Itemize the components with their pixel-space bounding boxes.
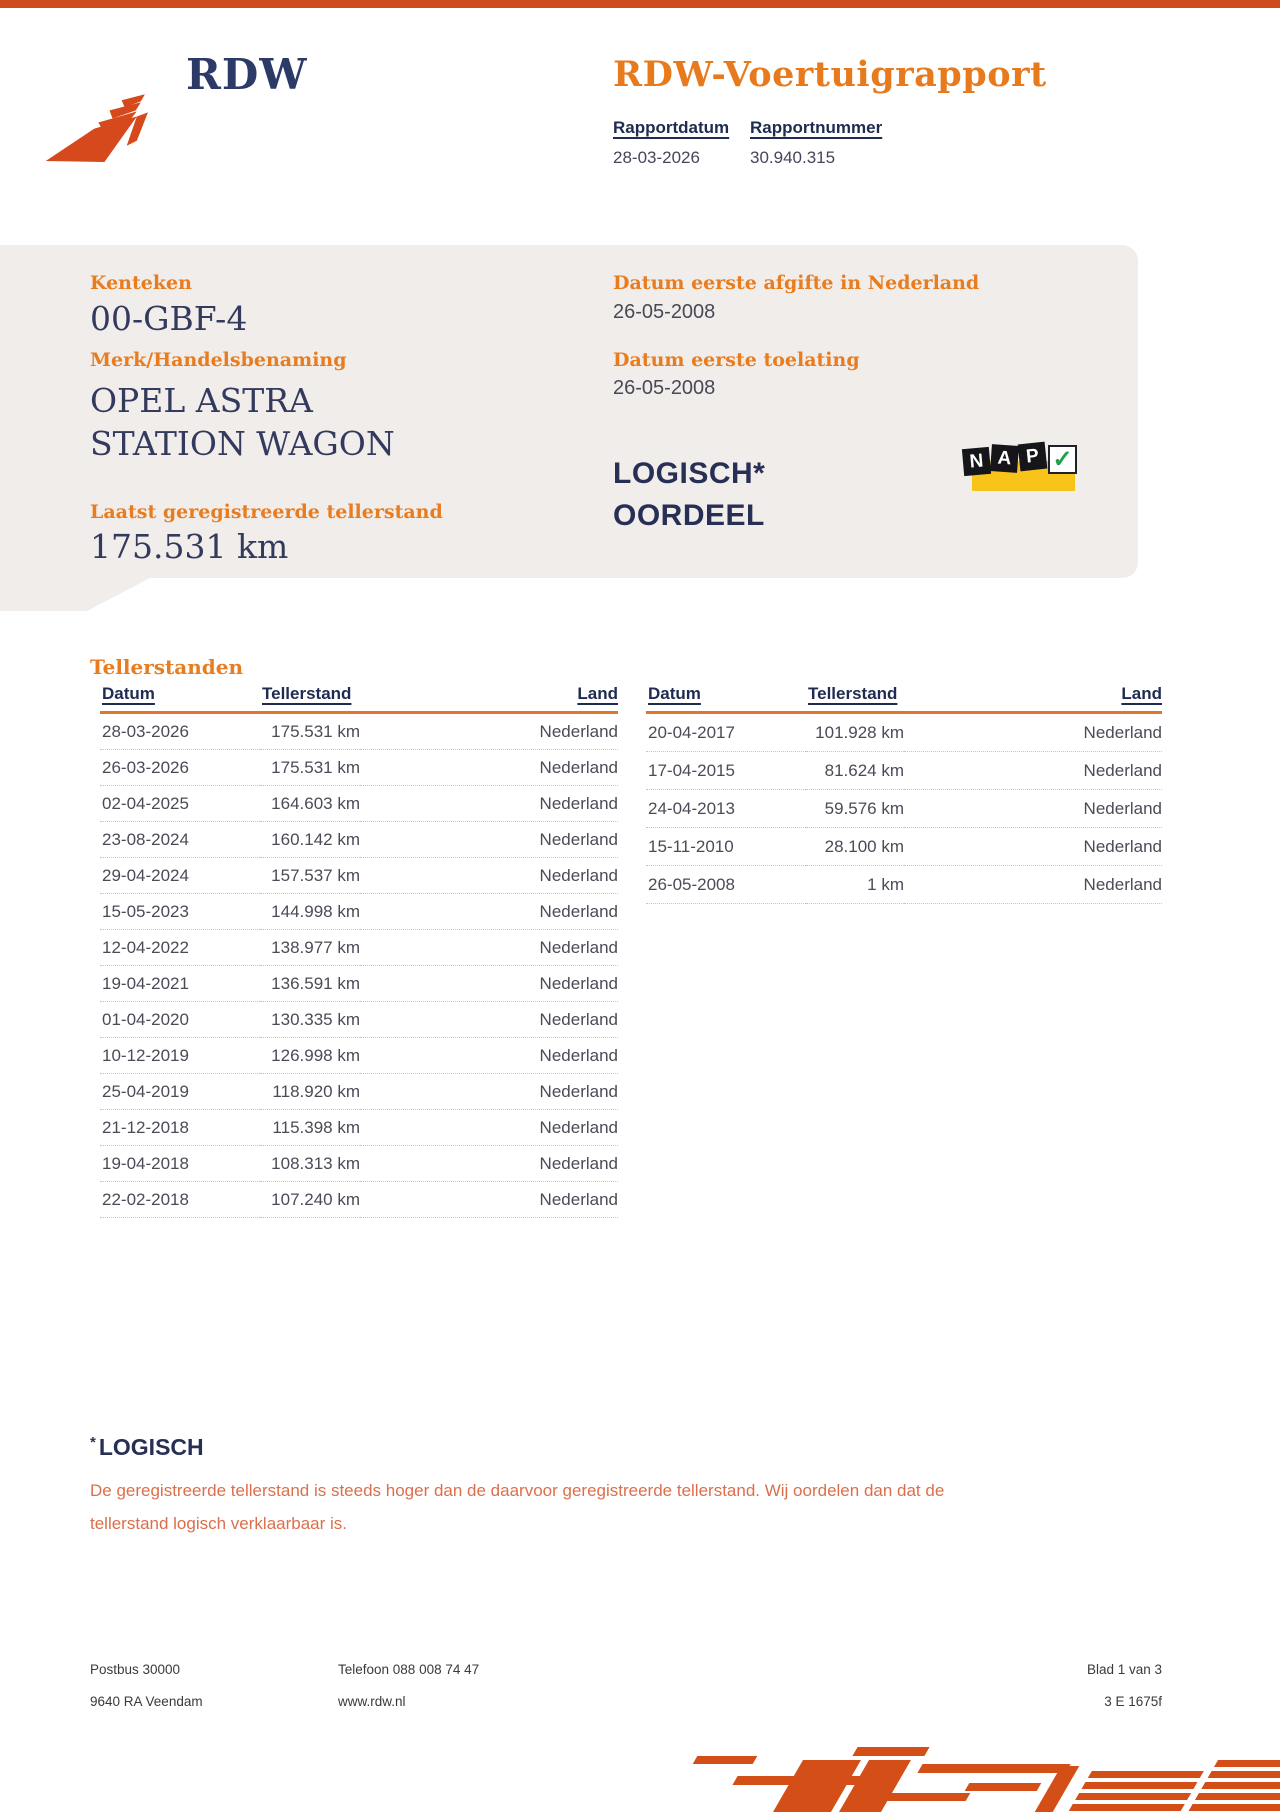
col-header-datum: Datum (102, 684, 155, 703)
odometer-cell: 108.313 km (260, 1146, 360, 1182)
table-header-row (646, 684, 1162, 713)
odometer-cell: Nederland (360, 858, 618, 894)
col-header-datum: Datum (648, 684, 701, 703)
footer-page-number: Blad 1 van 3 (1086, 1662, 1162, 1677)
odometer-cell: Nederland (360, 1182, 618, 1218)
odometer-row (100, 930, 618, 966)
odometer-cell: 175.531 km (260, 750, 360, 786)
tellerstanden-heading: Tellerstanden (90, 655, 244, 679)
odometer-row (100, 1002, 618, 1038)
oordeel-text: LOGISCH* OORDEEL (613, 457, 766, 532)
logisch-body: De geregistreerde tellerstand is steeds hoger dan de daarvoor geregistreerde tellerstand. Wij oordelen dan dat de tellerstand logisch verklaarbaar is. (90, 1481, 945, 1533)
odometer-row (100, 858, 618, 894)
odometer-cell: 22-02-2018 (100, 1182, 260, 1218)
odometer-cell: 115.398 km (260, 1110, 360, 1146)
odometer-cell: Nederland (360, 1110, 618, 1146)
logisch-heading: * LOGISCH (90, 1434, 204, 1460)
odometer-row (100, 1074, 618, 1110)
merk-label: Merk/Handelsbenaming (90, 349, 347, 371)
odometer-cell: 107.240 km (260, 1182, 360, 1218)
odometer-cell: 59.576 km (806, 790, 904, 828)
odometer-cell: 19-04-2021 (100, 966, 260, 1002)
odometer-cell: Nederland (360, 750, 618, 786)
odometer-cell: Nederland (904, 828, 1162, 866)
col-header-land: Land (577, 684, 618, 703)
odometer-cell: Nederland (904, 790, 1162, 828)
odometer-cell: 29-04-2024 (100, 858, 260, 894)
odometer-row (646, 866, 1162, 904)
odometer-cell: 144.998 km (260, 894, 360, 930)
toelating-label: Datum eerste toelating (613, 349, 860, 371)
nap-check-icon: ✓ (1048, 445, 1077, 474)
odometer-cell: 26-03-2026 (100, 750, 260, 786)
toelating-value: 26-05-2008 (613, 377, 716, 399)
odometer-row (100, 750, 618, 786)
truck-speed-bar (852, 1747, 929, 1756)
odometer-cell: 130.335 km (260, 1002, 360, 1038)
odometer-row (646, 828, 1162, 866)
odometer-cell: 20-04-2017 (646, 713, 806, 752)
merk-value: OPEL ASTRA STATION WAGON (90, 381, 395, 463)
odometer-cell: 175.531 km (260, 713, 360, 750)
odometer-cell: Nederland (360, 1038, 618, 1074)
odometer-row (100, 1182, 618, 1218)
truck-trailer-shape (1068, 1771, 1204, 1812)
odometer-cell: Nederland (360, 966, 618, 1002)
odometer-cell: 24-04-2013 (646, 790, 806, 828)
odometer-cell: 126.998 km (260, 1038, 360, 1074)
footer-form-code: 3 E 1675f (1104, 1694, 1162, 1709)
tellerstand-label: Laatst geregistreerde tellerstand (90, 501, 443, 523)
kenteken-value: 00-GBF-4 (90, 299, 248, 338)
odometer-cell: Nederland (360, 1146, 618, 1182)
odometer-cell: Nederland (360, 822, 618, 858)
report-date-value: 28-03-2026 (613, 148, 700, 167)
odometer-cell: 10-12-2019 (100, 1038, 260, 1074)
odometer-cell: Nederland (360, 786, 618, 822)
odometer-row (646, 713, 1162, 752)
truck-speed-bar (965, 1783, 1042, 1791)
col-header-land: Land (1121, 684, 1162, 703)
truck-speed-bar (886, 1793, 971, 1801)
odometer-row (646, 752, 1162, 790)
report-date-block (613, 118, 729, 168)
odometer-cell: 15-11-2010 (646, 828, 806, 866)
odometer-cell: 26-05-2008 (646, 866, 806, 904)
col-header-tellerstand: Tellerstand (808, 684, 898, 703)
odometer-cell: 138.977 km (260, 930, 360, 966)
odometer-cell: Nederland (904, 866, 1162, 904)
odometer-row (100, 1146, 618, 1182)
odometer-cell: 81.624 km (806, 752, 904, 790)
odometer-cell: 15-05-2023 (100, 894, 260, 930)
odometer-cell: 118.920 km (260, 1074, 360, 1110)
odometer-cell: Nederland (360, 713, 618, 750)
page-title: RDW-Voertuigrapport (613, 54, 1047, 95)
nap-letter-n: N (962, 447, 991, 476)
odometer-cell: Nederland (360, 1074, 618, 1110)
odometer-cell: 28.100 km (806, 828, 904, 866)
odometer-cell: Nederland (904, 713, 1162, 752)
odometer-row (646, 790, 1162, 828)
odometer-row (100, 894, 618, 930)
tellerstand-value: 175.531 km (90, 527, 289, 566)
col-header-tellerstand: Tellerstand (262, 684, 352, 703)
odometer-cell: 23-08-2024 (100, 822, 260, 858)
odometer-cell: 02-04-2025 (100, 786, 260, 822)
report-number-block (750, 118, 882, 168)
odometer-row (100, 822, 618, 858)
afgifte-label: Datum eerste afgifte in Nederland (613, 272, 980, 294)
odometer-cell: 17-04-2015 (646, 752, 806, 790)
odometer-cell: Nederland (360, 894, 618, 930)
nap-logo (963, 445, 1078, 495)
odometer-cell: 1 km (806, 866, 904, 904)
kenteken-label: Kenteken (90, 272, 192, 294)
top-accent-bar (0, 0, 1280, 8)
odometer-cell: 12-04-2022 (100, 930, 260, 966)
odometer-cell: 28-03-2026 (100, 713, 260, 750)
odometer-row (100, 713, 618, 750)
nap-letter-a: A (990, 444, 1019, 473)
odometer-cell: Nederland (904, 752, 1162, 790)
odometer-cell: 136.591 km (260, 966, 360, 1002)
odometer-table-left (100, 684, 618, 1218)
footer-phone: Telefoon 088 008 74 47 (338, 1662, 480, 1677)
odometer-cell: 160.142 km (260, 822, 360, 858)
odometer-row (100, 1110, 618, 1146)
odometer-row (100, 966, 618, 1002)
afgifte-value: 26-05-2008 (613, 301, 716, 323)
footer-website[interactable]: www.rdw.nl (338, 1694, 406, 1709)
truck-trailer-shape (1188, 1760, 1280, 1812)
odometer-table-right (646, 684, 1162, 904)
odometer-cell: 21-12-2018 (100, 1110, 260, 1146)
odometer-cell: 01-04-2020 (100, 1002, 260, 1038)
report-date-label: Rapportdatum (613, 118, 730, 137)
odometer-cell: 101.928 km (806, 713, 904, 752)
footer-postbus: Postbus 30000 (90, 1662, 181, 1677)
logisch-explanation (90, 1434, 980, 1540)
odometer-cell: 19-04-2018 (100, 1146, 260, 1182)
table-header-row (100, 684, 618, 713)
rdw-logo-text: RDW (186, 50, 308, 99)
odometer-cell: 25-04-2019 (100, 1074, 260, 1110)
panel-tail-shape (0, 578, 150, 611)
rdw-wing-logo-icon (44, 78, 174, 164)
nap-letter-p: P (1018, 442, 1048, 472)
odometer-row (100, 786, 618, 822)
report-number-value: 30.940.315 (750, 148, 836, 167)
truck-graphic (680, 1737, 1280, 1812)
footer-city: 9640 RA Veendam (90, 1694, 203, 1709)
odometer-row (100, 1038, 618, 1074)
truck-speed-bar (693, 1756, 758, 1764)
report-number-label: Rapportnummer (750, 118, 883, 137)
vehicle-summary-panel (0, 245, 1138, 578)
odometer-cell: 157.537 km (260, 858, 360, 894)
odometer-cell: Nederland (360, 1002, 618, 1038)
truck-speed-bar (917, 1764, 1070, 1773)
odometer-cell: 164.603 km (260, 786, 360, 822)
odometer-cell: Nederland (360, 930, 618, 966)
